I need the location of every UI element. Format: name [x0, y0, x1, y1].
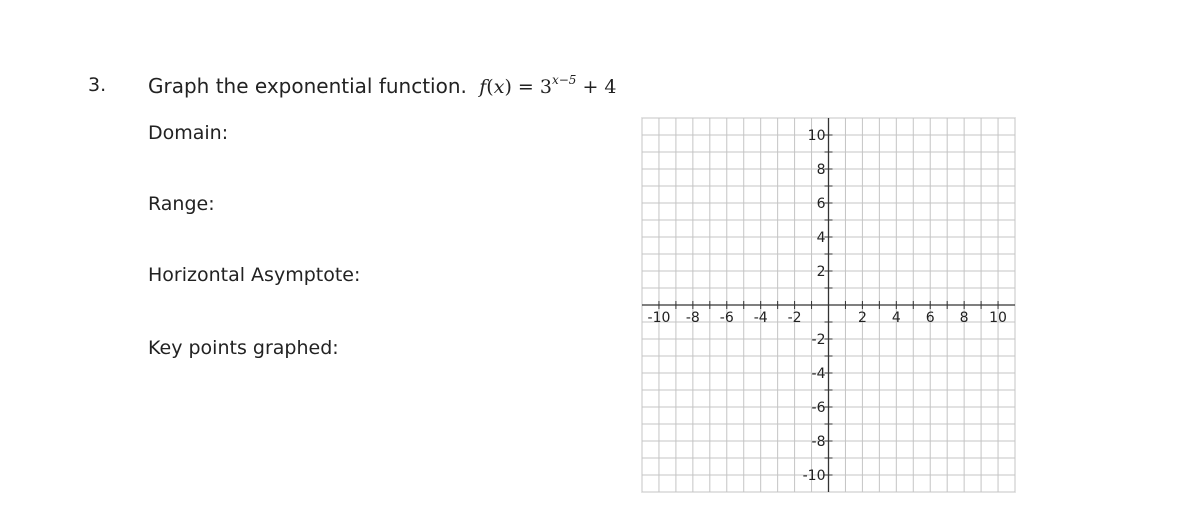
x-tick-label: 8 [959, 310, 969, 326]
y-tick-label: 6 [816, 196, 826, 212]
x-tick-label: 4 [891, 310, 901, 326]
x-tick-label: -4 [753, 310, 768, 326]
problem-instruction: Graph the exponential function. [148, 74, 467, 98]
y-tick-label: -6 [811, 400, 826, 416]
problem-prompt [148, 74, 617, 98]
x-tick-label: 2 [857, 310, 867, 326]
coordinate-grid[interactable] [620, 110, 1040, 505]
y-tick-label: 2 [816, 264, 826, 280]
function-base: 3 [539, 76, 552, 98]
x-tick-label: 6 [925, 310, 935, 326]
function-name: f [479, 76, 487, 98]
domain-label: Domain: [148, 122, 229, 144]
x-tick-label: -6 [719, 310, 734, 326]
asymptote-label: Horizontal Asymptote: [148, 264, 361, 286]
y-tick-label: -10 [802, 468, 826, 484]
key-points-label: Key points graphed: [148, 337, 339, 359]
y-tick-label: 4 [816, 230, 826, 246]
y-tick-label: 10 [807, 128, 826, 144]
problem-number: 3. [88, 74, 107, 96]
range-label: Range: [148, 193, 215, 215]
y-tick-label: 8 [816, 162, 826, 178]
y-tick-label: -8 [811, 434, 826, 450]
x-tick-label: 10 [989, 310, 1007, 326]
y-tick-label: -4 [811, 366, 826, 382]
function-expression: $f(x) = 3^{x-5} + 4$ [479, 72, 617, 98]
x-tick-label: -10 [647, 310, 671, 326]
function-variable: x [493, 76, 505, 98]
y-tick-label: -2 [811, 332, 826, 348]
function-constant: + 4 [582, 76, 617, 98]
x-tick-label: -2 [787, 310, 802, 326]
function-exponent: x−5 [551, 72, 577, 87]
x-tick-label: -8 [685, 310, 700, 326]
